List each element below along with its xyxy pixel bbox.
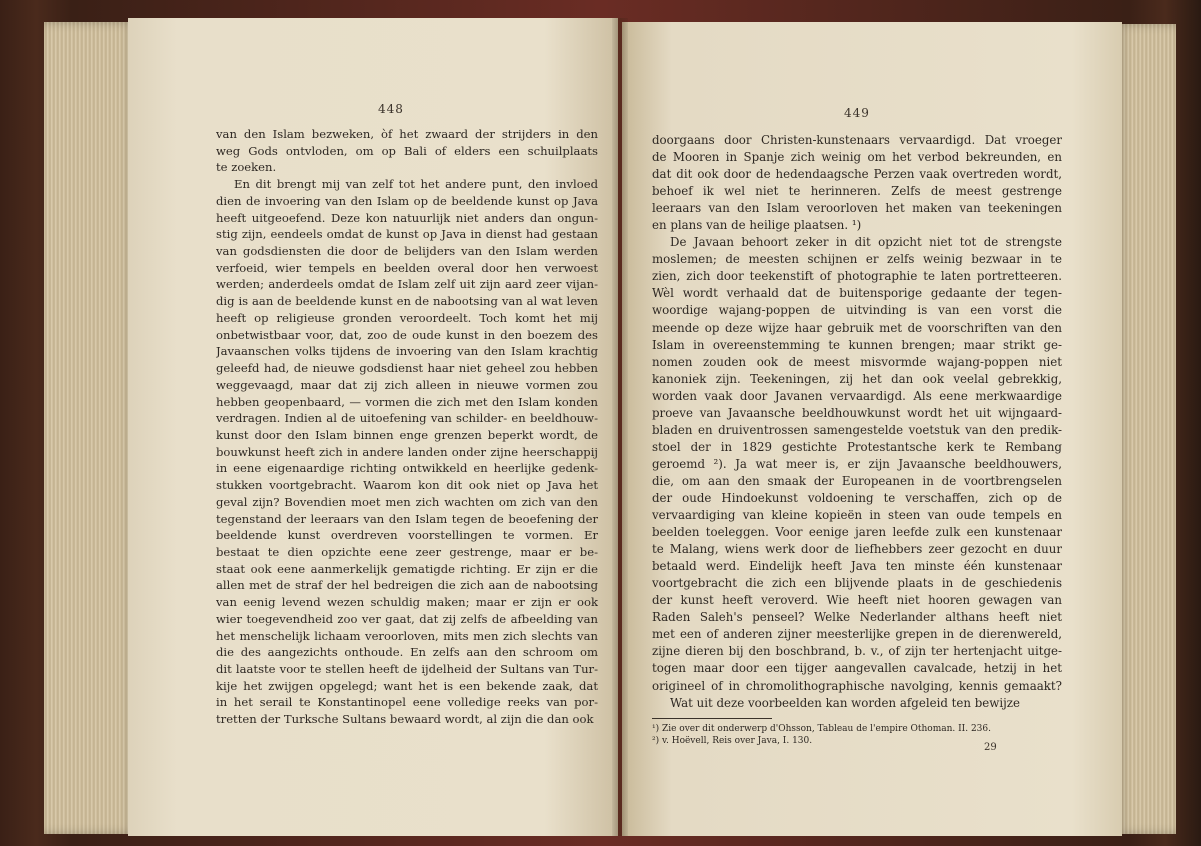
book-gutter bbox=[612, 18, 628, 836]
text-line: geroemd ²). Ja wat meer is, er zijn Javaansche beeldhouwers, bbox=[652, 456, 1062, 471]
text-line: kanoniek zijn. Teekeningen, zij het dan ook veelal gebrekkig, bbox=[652, 371, 1062, 386]
footnote: ²) v. Hoëvell, Reis over Java, I. 130. bbox=[652, 736, 813, 746]
text-line: verdragen. Indien al de uitoefening van schilder- en beeldhouw- bbox=[216, 411, 598, 426]
text-line: der kunst heeft veroverd. Wie heeft niet hooren gewagen van bbox=[652, 593, 1062, 608]
text-line: weggevaagd, maar dat zij zich alleen in nieuwe vormen zou bbox=[216, 377, 598, 392]
signature-mark: 29 bbox=[984, 742, 997, 753]
text-line: onbetwistbaar voor, dat, zoo de oude kunst in den boezem des bbox=[216, 327, 598, 342]
text-line: dit laatste voor te stellen heeft de ijdelheid der Sultans van Tur- bbox=[216, 662, 598, 676]
text-line: hebben geopenbaard, — vormen die zich met den Islam konden bbox=[216, 394, 598, 409]
text-line: voortgebracht die zich een blijvende plaats in de geschiedenis bbox=[652, 576, 1062, 591]
text-line: staat ook eene aanmerkelijk gematigde richting. Er zijn er die bbox=[216, 561, 598, 576]
text-line: van den Islam bezweken, òf het zwaard der strijders in den bbox=[216, 127, 598, 141]
text-line: dien de invoering van den Islam op de beeldende kunst op Java bbox=[216, 193, 598, 208]
text-line: met een of anderen zijner meesterlijke grepen in de dierenwereld, bbox=[652, 627, 1062, 642]
text-line: van godsdiensten die door de belijders van den Islam werden bbox=[216, 244, 598, 259]
text-line: tegenstand der leeraars van den Islam tegen de beoefening der bbox=[216, 511, 598, 526]
text-line: te Malang, wiens werk door de liefhebbers zeer gezocht en duur bbox=[652, 542, 1062, 557]
text-line: wier toegevendheid zoo ver gaat, dat zij zelfs de afbeelding van bbox=[216, 611, 598, 626]
text-line: kije het zwijgen opgelegd; want het is een bekende zaak, dat bbox=[216, 678, 598, 693]
page-edges-left bbox=[44, 22, 136, 834]
text-line: dat dit ook door de hedendaagsche Perzen vaak overtreden wordt, bbox=[652, 167, 1062, 182]
text-line: betaald werd. Eindelijk heeft Java ten minste één kunstenaar bbox=[652, 559, 1062, 574]
text-line: De Javaan behoort zeker in dit opzicht niet tot de strengste bbox=[670, 235, 1062, 250]
text-line: worden vaak door Javanen vervaardigd. Als eene merkwaardige bbox=[652, 388, 1062, 403]
footnote-rule bbox=[652, 718, 772, 719]
text-line: tretten der Turksche Sultans bewaard wordt, al zijn die dan ook bbox=[216, 712, 594, 727]
text-line: die, om aan den smaak der Europeanen in de voortbrengselen bbox=[652, 473, 1062, 488]
text-line: allen met de straf der hel bedreigen die zich aan de nabootsing bbox=[216, 578, 598, 593]
text-line: bestaat te dien opzichte eene zeer gestrenge, maar er be- bbox=[216, 544, 598, 559]
text-line: werden; anderdeels omdat de Islam zelf uit zijn aard zeer vijan- bbox=[216, 277, 598, 292]
page-edges-right bbox=[1116, 24, 1176, 834]
text-line: proeve van Javaansche beeldhouwkunst wordt het uit wijngaard- bbox=[652, 405, 1062, 420]
text-line: vervaardiging van kleine kopieën in steen van oude tempels en bbox=[652, 508, 1062, 523]
text-line: meende op deze wijze haar gebruik met de voorschriften van den bbox=[652, 320, 1062, 335]
text-line: Wèl wordt verhaald dat de buitensporige gedaante der tegen- bbox=[652, 286, 1062, 301]
text-line: in het serail te Konstantinopel eene volledige reeks van por- bbox=[216, 695, 598, 710]
text-line: behoef ik wel niet te herinneren. Zelfs de meest gestrenge bbox=[652, 184, 1062, 199]
text-line: bladen en druiventrossen samengestelde voetstuk van den predik- bbox=[652, 422, 1062, 437]
text-line: van eenig levend wezen schuldig maken; maar er zijn er ook bbox=[216, 595, 598, 610]
text-line: Wat uit deze voorbeelden kan worden afgeleid ten bewijze bbox=[670, 695, 1020, 710]
text-line: verfoeid, wier tempels en beelden overal door hen verwoest bbox=[216, 260, 598, 275]
text-line: dig is aan de beeldende kunst en de nabootsing van al wat leven bbox=[216, 294, 598, 309]
left-page-number: 448 bbox=[378, 102, 404, 116]
text-line: beelden toeleggen. Voor eenige jaren leefde zulk een kunstenaar bbox=[652, 525, 1062, 540]
text-line: de Mooren in Spanje zich weinig om het verbod bekreunden, en bbox=[652, 150, 1062, 165]
text-line: moslemen; de meesten schijnen er zelfs weinig bezwaar in te bbox=[652, 252, 1062, 267]
text-line: weg Gods ontvloden, om op Bali of elders een schuilplaats bbox=[216, 143, 598, 158]
text-line: stukken voortgebracht. Waarom kon dit ook niet op Java het bbox=[216, 478, 598, 493]
text-line: En dit brengt mij van zelf tot het andere punt, den invloed bbox=[234, 177, 598, 192]
text-line: der oude Hindoekunst voldoening te verschaffen, zich op de bbox=[652, 490, 1062, 505]
text-line: togen maar door een tijger aangevallen cavalcade, hetzij in het bbox=[652, 661, 1062, 676]
text-line: Raden Saleh's penseel? Welke Nederlander althans heeft niet bbox=[652, 610, 1062, 625]
text-line: origineel of in chromolithographische navolging, kennis gemaakt? bbox=[652, 678, 1062, 693]
text-line: beeldende kunst overdreven voorstellingen te vormen. Er bbox=[216, 528, 598, 543]
text-line: stoel der in 1829 gestichte Protestantsche kerk te Rembang bbox=[652, 439, 1062, 454]
text-line: het menschelijk lichaam veroorloven, mits men zich slechts van bbox=[216, 628, 598, 643]
text-line: in eene eigenaardige richting ontwikkeld en heerlijke gedenk- bbox=[216, 461, 598, 476]
text-line: zijne dieren bij den boschbrand, b. v., of zijn ter hertenjacht uitge- bbox=[652, 644, 1062, 659]
text-line: stig zijn, eendeels omdat de kunst op Java in dienst had gestaan bbox=[216, 227, 598, 242]
text-line: heeft op religieuse gronden veroordeelt. Toch komt het mij bbox=[216, 310, 598, 325]
text-line: doorgaans door Christen-kunstenaars vervaardigd. Dat vroeger bbox=[652, 133, 1062, 147]
text-line: kunst door den Islam binnen enge grenzen beperkt wordt, de bbox=[216, 427, 598, 442]
text-line: geleefd had, de nieuwe godsdienst haar niet geheel zou hebben bbox=[216, 361, 598, 376]
text-line: nomen zouden ook de meest misvormde wajang-poppen niet bbox=[652, 354, 1062, 369]
text-line: zien, zich door teekenstift of photographie te laten portretteeren. bbox=[652, 269, 1062, 284]
text-line: en plans van de heilige plaatsen. ¹) bbox=[652, 218, 862, 233]
text-line: leeraars van den Islam veroorloven het maken van teekeningen bbox=[652, 201, 1062, 216]
text-line: Islam in overeenstemming te kunnen brengen; maar strikt ge- bbox=[652, 337, 1062, 352]
text-line: die des aangezichts onthoude. En zelfs aan den schroom om bbox=[216, 645, 598, 660]
text-line: bouwkunst heeft zich in andere landen onder zijne heerschappij bbox=[216, 444, 598, 459]
text-line: te zoeken. bbox=[216, 160, 277, 175]
text-line: woordige wajang-poppen de uitvinding is van een vorst die bbox=[652, 303, 1062, 318]
left-page bbox=[128, 18, 618, 836]
right-page-text bbox=[652, 132, 1062, 712]
right-page bbox=[622, 22, 1122, 836]
text-line: geval zijn? Bovendien moet men zich wachten om zich van den bbox=[216, 494, 598, 509]
footnote: ¹) Zie over dit onderwerp d'Ohsson, Tableau de l'empire Othoman. II. 236. bbox=[652, 724, 991, 734]
text-line: heeft uitgeoefend. Deze kon natuurlijk niet anders dan ongun- bbox=[216, 210, 598, 225]
right-page-number: 449 bbox=[844, 106, 870, 120]
text-line: Javaanschen volks tijdens de invoering van den Islam krachtig bbox=[216, 344, 598, 359]
left-page-text bbox=[216, 126, 598, 728]
